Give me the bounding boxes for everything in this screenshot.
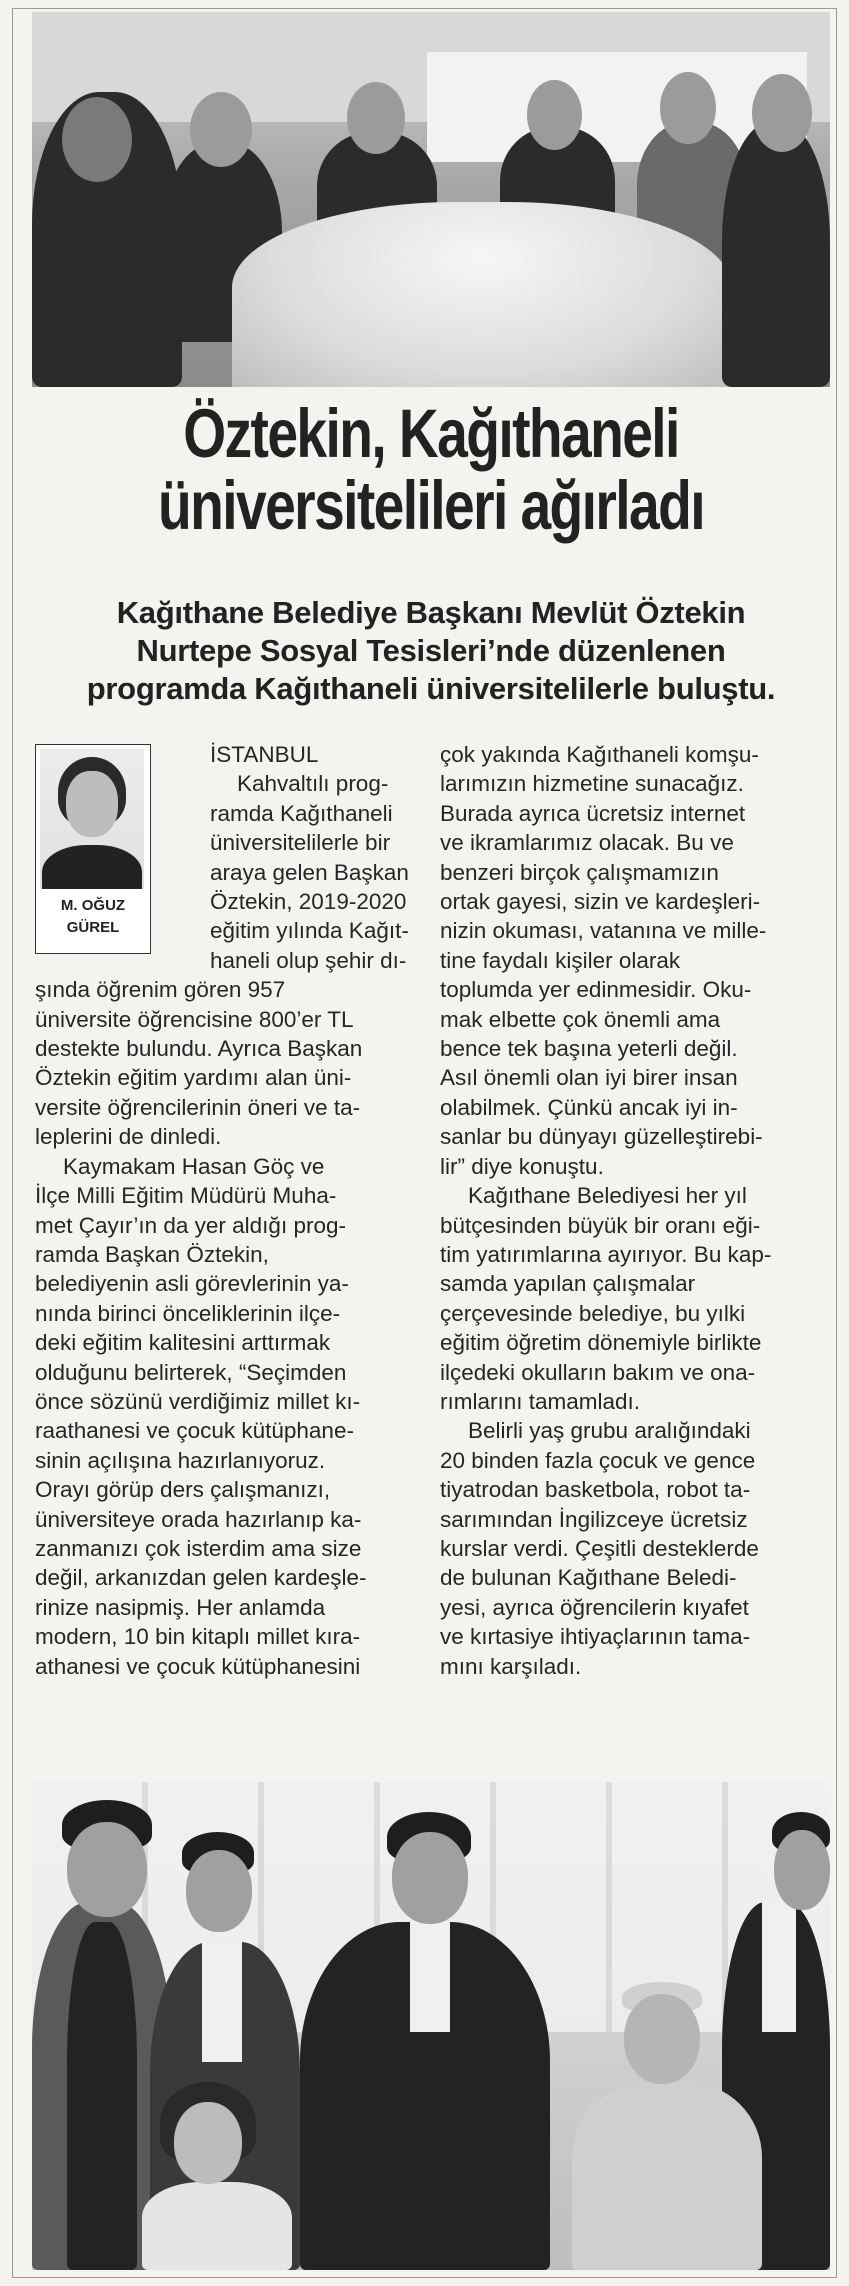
photo-person-head — [347, 82, 405, 154]
text-line: üniversitelilerle bir — [210, 830, 391, 856]
subheadline-line: Nurtepe Sosyal Tesisleri’nde düzenlenen — [136, 633, 726, 668]
bottom-photo-students — [32, 1782, 830, 2270]
text-line: de bulunan Kağıthane Beledi- — [440, 1565, 737, 1591]
text-line: sanlar bu dünyayı güzelleştirebi- — [440, 1124, 763, 1150]
text-line: tim yatırımlarına ayırıyor. Bu kap- — [440, 1241, 772, 1267]
text-line: 20 binden fazla çocuk ve gence — [440, 1447, 756, 1473]
text-line: ve kırtasiye ihtiyaçlarının tama- — [440, 1624, 751, 1650]
author-name-line: GÜREL — [66, 919, 120, 936]
photo-person-head — [392, 1832, 468, 1924]
text-line: benzeri birçok çalışmamızın — [440, 859, 719, 885]
text-line: athanesi ve çocuk kütüphanesini — [35, 1653, 361, 1679]
photo-person-shirt — [67, 1922, 137, 2270]
text-line: önce sözünü verdiğimiz millet kı- — [35, 1388, 361, 1414]
text-line: Belirli yaş grubu aralığındaki — [468, 1418, 751, 1444]
text-line: toplumda yer edinmesidir. Oku- — [440, 977, 752, 1003]
text-line: Kaymakam Hasan Göç ve — [63, 1153, 325, 1179]
text-line: değil, arkanızdan gelen kardeşle- — [35, 1565, 367, 1591]
text-line: eğitim öğretim dönemiyle birlikte — [440, 1330, 762, 1356]
author-name-line: M. OĞUZ — [60, 897, 126, 914]
text-line: ramda Başkan Öztekin, — [35, 1241, 269, 1267]
photo-person-head — [67, 1822, 147, 1917]
text-line: İlçe Milli Eğitim Müdürü Muha- — [35, 1183, 337, 1209]
text-line: Kağıthane Belediyesi her yıl — [468, 1183, 747, 1209]
text-line: tine faydalı kişiler olarak — [440, 947, 681, 973]
text-line: lir” diye konuştu. — [440, 1153, 604, 1179]
top-photo-meeting — [32, 12, 830, 387]
photo-person-head — [774, 1830, 830, 1910]
text-line: eğitim yılında Kağıt- — [210, 918, 409, 944]
text-line: zanmanızı çok isterdim ama size — [35, 1535, 362, 1561]
text-line: mını karşıladı. — [440, 1653, 582, 1679]
text-line: rımlarını tamamladı. — [440, 1388, 641, 1414]
text-line: modern, 10 bin kitaplı millet kıra- — [35, 1624, 361, 1650]
text-line: Öztekin, 2019-2020 — [210, 889, 407, 915]
text-line: versite öğrencilerinin öneri ve ta- — [35, 1094, 361, 1120]
text-line: çerçevesinde belediye, bu yılki — [440, 1300, 746, 1326]
article-subheadline — [32, 594, 830, 708]
text-line: İSTANBUL — [210, 742, 319, 767]
text-line: bütçesinden büyük bir oranı eği- — [440, 1212, 761, 1238]
photo-person-head — [62, 97, 132, 182]
text-line: şında öğrenim gören 957 — [35, 977, 286, 1003]
text-line: üniversiteye orada hazırlanıp ka- — [35, 1506, 362, 1532]
text-line: ve ikramlarımız olacak. Bu ve — [440, 830, 734, 856]
article-column-1 — [35, 740, 413, 1681]
headline-line: Öztekin, Kağıthaneli — [183, 395, 679, 472]
text-line: leplerini de dinledi. — [35, 1124, 222, 1150]
text-line: Burada ayrıca ücretsiz internet — [440, 800, 746, 826]
text-line: larımızın hizmetine sunacağız. — [440, 771, 744, 797]
text-line: haneli olup şehir dı- — [210, 947, 407, 973]
headline-line: üniversitelileri ağırladı — [158, 467, 704, 544]
photo-person-head — [527, 80, 582, 150]
text-line: sinin açılışına hazırlanıyoruz. — [35, 1447, 326, 1473]
text-line: belediyenin asli görevlerinin ya- — [35, 1271, 349, 1297]
photo-person-head — [190, 92, 252, 167]
text-line: mak elbette çok önemli ama — [440, 1006, 721, 1032]
text-line: destekte bulundu. Ayrıca Başkan — [35, 1036, 363, 1062]
text-line: Orayı görüp ders çalışmanızı, — [35, 1477, 331, 1503]
text-line: çok yakında Kağıthaneli komşu- — [440, 742, 759, 767]
text-line: olabilmek. Çünkü ancak iyi in- — [440, 1094, 738, 1120]
photo-person-head — [660, 72, 716, 144]
article-headline — [112, 395, 750, 544]
photo-person-head — [624, 1994, 700, 2084]
text-line: Asıl önemli olan iyi birer insan — [440, 1065, 738, 1091]
text-line: kurslar verdi. Çeşitli desteklerde — [440, 1535, 759, 1561]
article-column-2 — [440, 740, 825, 1681]
photo-round-table — [232, 202, 732, 387]
photo-person — [722, 122, 830, 387]
text-line: sarımından İngilizceye ücretsiz — [440, 1506, 748, 1532]
text-line: deki eğitim kalitesini arttırmak — [35, 1330, 331, 1356]
subheadline-line: programda Kağıthaneli üniversitelilerle buluştu. — [86, 671, 776, 706]
text-line: Öztekin eğitim yardımı alan üni- — [35, 1065, 352, 1091]
text-line: met Çayır’ın da yer aldığı prog- — [35, 1212, 346, 1238]
text-line: bence tek başına yeterli değil. — [440, 1036, 738, 1062]
photo-person-head — [752, 74, 812, 152]
photo-person — [572, 2082, 762, 2270]
text-line: tiyatrodan basketbola, robot ta- — [440, 1477, 751, 1503]
text-line: rinize nasipmiş. Her anlamda — [35, 1594, 326, 1620]
text-line: ortak gayesi, sizin ve kardeşleri- — [440, 889, 761, 915]
text-line: raathanesi ve çocuk kütüphane- — [35, 1418, 354, 1444]
photo-person-shirt — [202, 1942, 242, 2062]
photo-person-head — [186, 1850, 252, 1932]
photo-person-shirt — [410, 1922, 450, 2032]
photo-person-shirt — [762, 1902, 796, 2032]
text-line: samda yapılan çalışmalar — [440, 1271, 696, 1297]
text-line: araya gelen Başkan — [210, 859, 409, 885]
text-line: üniversite öğrencisine 800’er TL — [35, 1006, 354, 1032]
photo-person-head — [174, 2102, 242, 2184]
text-line: ramda Kağıthaneli — [210, 800, 393, 826]
text-line: Kahvaltılı prog- — [237, 771, 389, 797]
text-line: yesi, ayrıca öğrencilerin kıyafet — [440, 1594, 749, 1620]
text-line: nizin okuması, vatanına ve mille- — [440, 918, 767, 944]
subheadline-line: Kağıthane Belediye Başkanı Mevlüt Öztekin — [116, 595, 746, 630]
photo-person — [142, 2182, 292, 2270]
text-line: ilçedeki okulların bakım ve ona- — [440, 1359, 756, 1385]
text-line: nında birinci önceliklerinin ilçe- — [35, 1300, 341, 1326]
text-line: olduğunu belirterek, “Seçimden — [35, 1359, 347, 1385]
